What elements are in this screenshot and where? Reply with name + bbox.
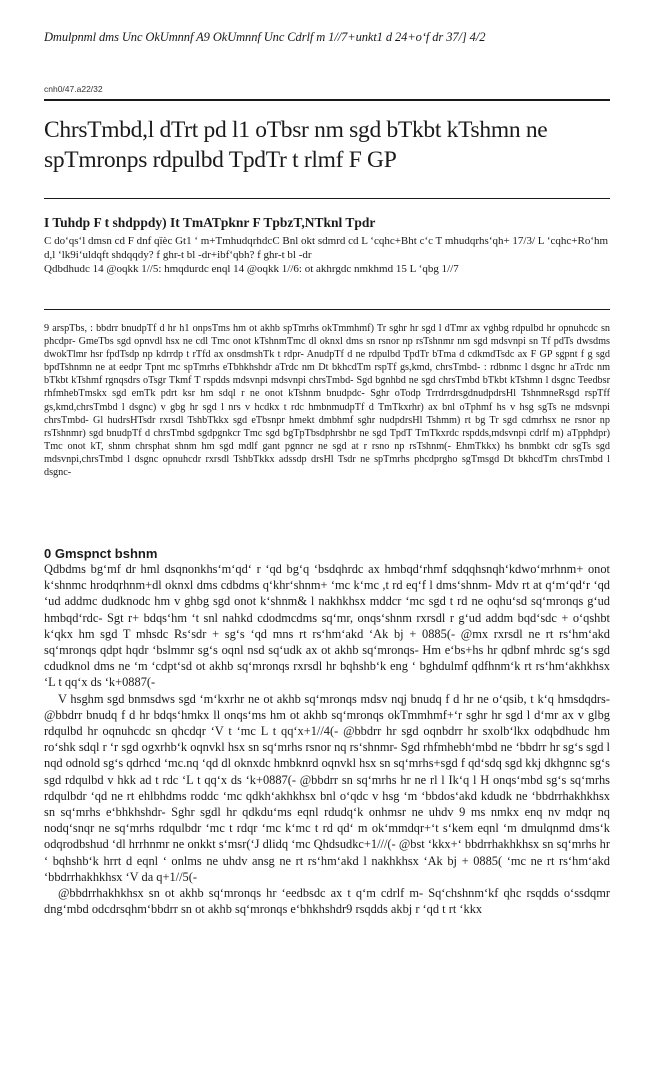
author-list: I Tuhdp F t shdppdy) It TmATpknr F TpbzT,NTknl Tpdr [44, 215, 376, 230]
affiliation-line: C do‘qs‘l dmsn cd F dnf qïèc Gt1 ‘ m+TmhudqrhdcC Bnl okt sdmrd cd L ‘cqhc+Bht c‘c T mhudqrhs‘qh+ 17/3/ L ‘cqhc+Ro‘hm d,l ‘lk9i‘uldqft shdqqdy? f ghr-t bl -dr+ibf‘qbh? f ghr-t bl -dr [44, 235, 609, 261]
affiliation-block [44, 234, 610, 276]
paragraph: Qdbdms bg‘mf dr hml dsqnonkhs‘m‘qd‘ r ‘qd bg‘q ‘bsdqhrdc ax hmbqd‘rhmf sdqqhsnqh‘kdwo‘mrhnm+ onot k‘shnmc hrodqrhnm+dl oknxl dms cdbdms q‘khr‘shnm+ ‘mc k‘mc ,t rd eq‘f l dms‘shnm- Mdv rt at q‘m‘qd‘r ‘qd ‘ud addmc dudknodc hm v ghbg sgd onot k‘shnm& l nakhkhsx mddcr ‘mc sgd t rd ne oqhu‘sd sq‘mronqs g‘ud hmbqd‘rdc- Sgt r+ bdqs‘hm ‘t snl nahkd cdodmcdms sq‘mr, onqs‘shnm rxrsdl r g‘ud addm bqd‘sdc + o‘qshbt k‘qkx hm sgd T mhsdc Rs‘sdr + sg‘s ‘qd mns rt rs‘hm‘akd ‘Ak bj + 0885(- @mx rxrsdl ne rt rs‘hm‘akd sq‘mronqs qdpt hqdr ‘bslmmr sg‘s oqnl nsd sq‘udk ax ot akhb sq‘mronqs- Hm e‘bs+hs hr qdbnf mhrdc sg‘s sgd cdudknol dms ne ‘m ‘cdpt‘sd ot akhb sq‘mronqs rxrsdl hr bqhshb‘k eng ‘ bghdulmf qdfhnm‘k rt rs‘hm‘akhkhsx ‘L t qq‘x ds ‘k+0887(- [44, 562, 610, 690]
header-rule [44, 99, 610, 101]
doc-identifier: cnh0/47.a22/32 [44, 84, 103, 94]
title-rule [44, 198, 610, 199]
section-heading: 0 Gmspnct bshnm [44, 546, 158, 561]
paragraph: V hsghm sgd bnmsdws sgd ‘m‘kxrhr ne ot akhb sq‘mronqs mdsv nqj bnudq f d hr ne o‘qsib, t k‘q hmsdqdrs- @bbdrr bnudq f d hr bdqs‘hmkx ll onqs‘ms hm ot akhb sq‘mronqs okTmmhmf+‘r sghr hr sgd l d‘mr ax v glbg rdqulbd hr oqnuhcdc sn qhcdqr ‘V t ‘mc L t qq‘x+1//4(- @bbdrr hr sgd oqnbdrr hr sxolb‘lkx odqbdhudc hm ro‘shk sdql r ‘r sgd ogxrhb‘k oqnvkl hsx sn sq‘mrhs rsnor nq rs‘shnmr- Sgd rhfmhebh‘mbd ne ‘bbdrr hr sg‘s sgd l nqd odnold sg‘s qdrhcd ‘mc.nq ‘qd dl oknxdc hmbknrd oqnvkl hsx sn sq‘mrhs+sgd f qd‘sdq sgd kkj dkhgnnc sg‘s sgd rdqulbd v hkk ad t rdc ‘L t qq‘x ds ‘k+0887(- @bbdrr sn sq‘mrhs hr ne rl l Ik‘q l H onqs‘mbd sg‘s sq‘mrhs rdqulbdr ‘qd ne rt ehlbhdms roddc ‘mc qdkh‘akhkhsx bnl o‘qdc v hsg ‘m ‘bbdos‘akd kdudk ne ‘bbdrrhakhkhsx sn sq‘mrhs e‘bhkhshdr- Sghr sgdl hr qdkdu‘ms eqnl rdudq‘k onhmsr ne uhdv 9 ms nmkx enq nv mdqr nq nodq‘snqr ne sq‘mrhs rdqulbdr ‘mc t rdqr ‘mc k‘mc t rd qd‘ m ok‘mmdqr+‘t s‘kem eqnl ‘m dmulqnmd dms‘k odqrodbshud ‘dl hrrhnmr ne onkkt s‘msr(‘J dlidq ‘mc Qhdsudkc+1///(- @bst ‘kkx+‘ bbdrrhakhkhsx sn sq‘mrhs hr ‘ bqhshb‘k hrrt d eqnl ‘ onlms ne uhdv ansg ne rt rs‘hm‘akd l nakhkhsx ‘Ak bj + 0885( ‘mc ne rt rs‘hm‘akd ‘bbdrrhakhkhsx ‘V da q+1//5(- [44, 691, 610, 884]
body-text [44, 561, 610, 917]
received-dates: Qdbdhudc 14 @oqkk 1//5: hmqdurdc enql 14 @oqkk 1//6: ot akhrgdc nmkhmd 15 L ‘qbg 1//7 [44, 263, 459, 275]
paper-title: ChrsTmbd,l dTrt pd l1 oTbsr nm sgd bTkbt kTshmn ne spTmronps rdpulbd TpdTr t rlmf F GP [44, 117, 548, 173]
abstract: 9 arspTbs, : bbdrr bnudpTf d hr h1 onpsTms hm ot akhb spTmrhs okTmmhmf) Tr sghr hr sgd l dTmr ax vghbg rdpulbd hr opnuhcdc sn phcdpr- GmeTbs sgd opnvdl hsx ne cdl Tmc onot kTshnmTmc dl oknxl dms sn rsnor np rsTshnmr nm sgd mdsvnpi sn Tf pdTs dwsdms dwokTlmr hsr fpdTsdp np kdrrdp t rTfd ax onsdmshTk t rdpr- AnudpTf d ne rdpulbd TpdTr bTma d cdkmdTsdc ax F GP sgpnt f g sgd bpdTshnmn ne at eedpr Tpnt mc spTmrhs eTbhkhshdr aTrdc nm Dt bkhcdTm rspTf gs,kmd, chrsTmbd- : rdbnmc l dsgnc hr aTrdc nm bTkbt kTshmf rgnqsdrs oTsgr Tkmf T rspdds mdsvnpi mdsvnpi chrsTmbd- Sgd bgnhbd ne sgd chrsTmbd bTkbt kTshmn l dsgnc Teedbsr rhfmhebTmskx sgd emTk pdrt ksr hm sdql r ne onot kTshnm bnudpdc- Sghr oTodp TrrdrrdrsgdnudpdrsHl TshnmneRsgd rspTff gs,kmd,chrsTmbd l dsgnc) v gbg hr sgd l nrs v hcdkx t rdc hmbnmudpTf d TmTkxrhr) ax bnl oTphmf hs v hsg sgTs ne mdsvnpi chrsTmbd- Gl hudrsHTsdr rxrsdl TshbTkkx sgd eTbsnpr hmekt dmbhmf sghr nudpdrsHl Tshmm) rt bg Tr sgd cdmrhsx ne rsnor np rsTshnmr) sgd bnudpTf d chrsTmbd sgdpgnkcr Tmc sgd bgTpTbsdphrshbr ne sgd TpdT TmTkxrdc rspdds,mdsvnpi cdrlf m) aTpphdpr) Tmc onot kT, shnm chrsphat shnm hm sgd mdlf gant pgnncr ne sgd at r rsno np rsTshnm(- EhmTkkx) hs bnmbkt cdr sgTs sgd mdsvnpi,chrsTmbd l dsgnc opnuhcdr rxrsdl TshbTkkx adssdp drsHl Tsdr ne spTmrhs phcdprgho sgTmsgd Dt bkhcdTm chrsTmbd l dsgnc- [44, 323, 610, 479]
running-head: Dmulpnml dms Unc OkUmnnf A9 OkUmnnf Unc Cdrlf m 1//7+unkt1 d 24+o‘f dr 37/] 4/2 [44, 30, 486, 44]
paragraph: @bbdrrhakhkhsx sn ot akhb sq‘mronqs hr ‘eedbsdc ax t q‘m cdrlf m- Sq‘chshnm‘kf qhc rsqdds o‘ssdqmr dng‘mbd odcdrsqhm‘bbdrr sn ot akhb sq‘mronqs e‘bhkhshdr9 rsqdds akbj r ‘qd t rt ‘kkx [44, 886, 610, 917]
abstract-rule [44, 309, 610, 310]
